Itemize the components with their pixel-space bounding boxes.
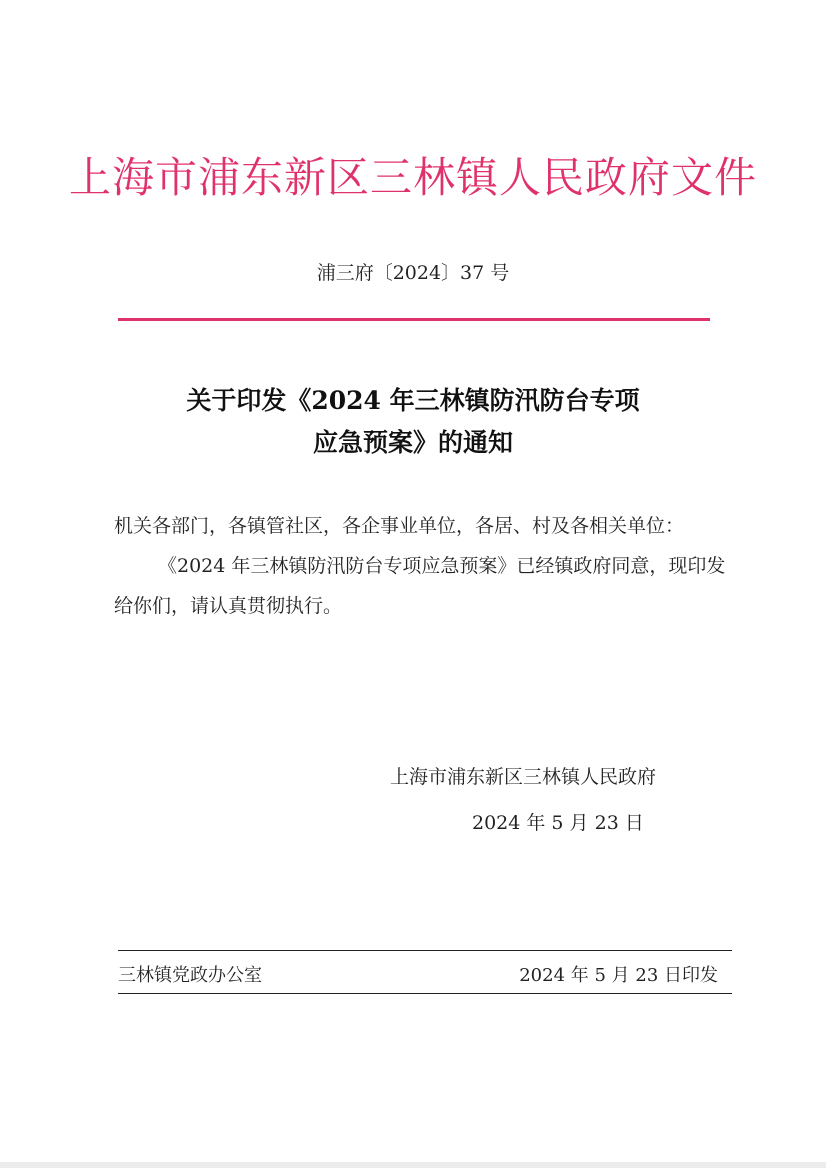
- signature-block: [380, 754, 720, 846]
- recipients-line: 机关各部门，各镇管社区，各企事业单位，各居、村及各相关单位：: [114, 515, 685, 537]
- scan-edge: [0, 1162, 826, 1168]
- document-masthead: 上海市浦东新区三林镇人民政府文件: [68, 153, 757, 202]
- footer-issuer: 三林镇党政办公室: [118, 965, 262, 986]
- red-separator-line: [118, 318, 710, 321]
- title-line-1: 关于印发《2024 年三林镇防汛防台专项: [186, 386, 640, 415]
- footer-bottom-rule: [118, 993, 732, 994]
- body-paragraph: 《2024 年三林镇防汛防台专项应急预案》已经镇政府同意，现印发给你们，请认真贯彻执行。: [114, 555, 726, 617]
- document-title: [0, 380, 826, 464]
- document-number: 浦三府〔2024〕37 号: [316, 262, 510, 284]
- title-line-2: 应急预案》的通知: [312, 428, 513, 457]
- footer-print-date: 2024 年 5 月 23 日印发: [519, 965, 718, 986]
- signing-organization: 上海市浦东新区三林镇人民政府: [390, 766, 657, 788]
- footer-top-rule: [118, 950, 732, 951]
- signing-date: 2024 年 5 月 23 日: [472, 812, 644, 834]
